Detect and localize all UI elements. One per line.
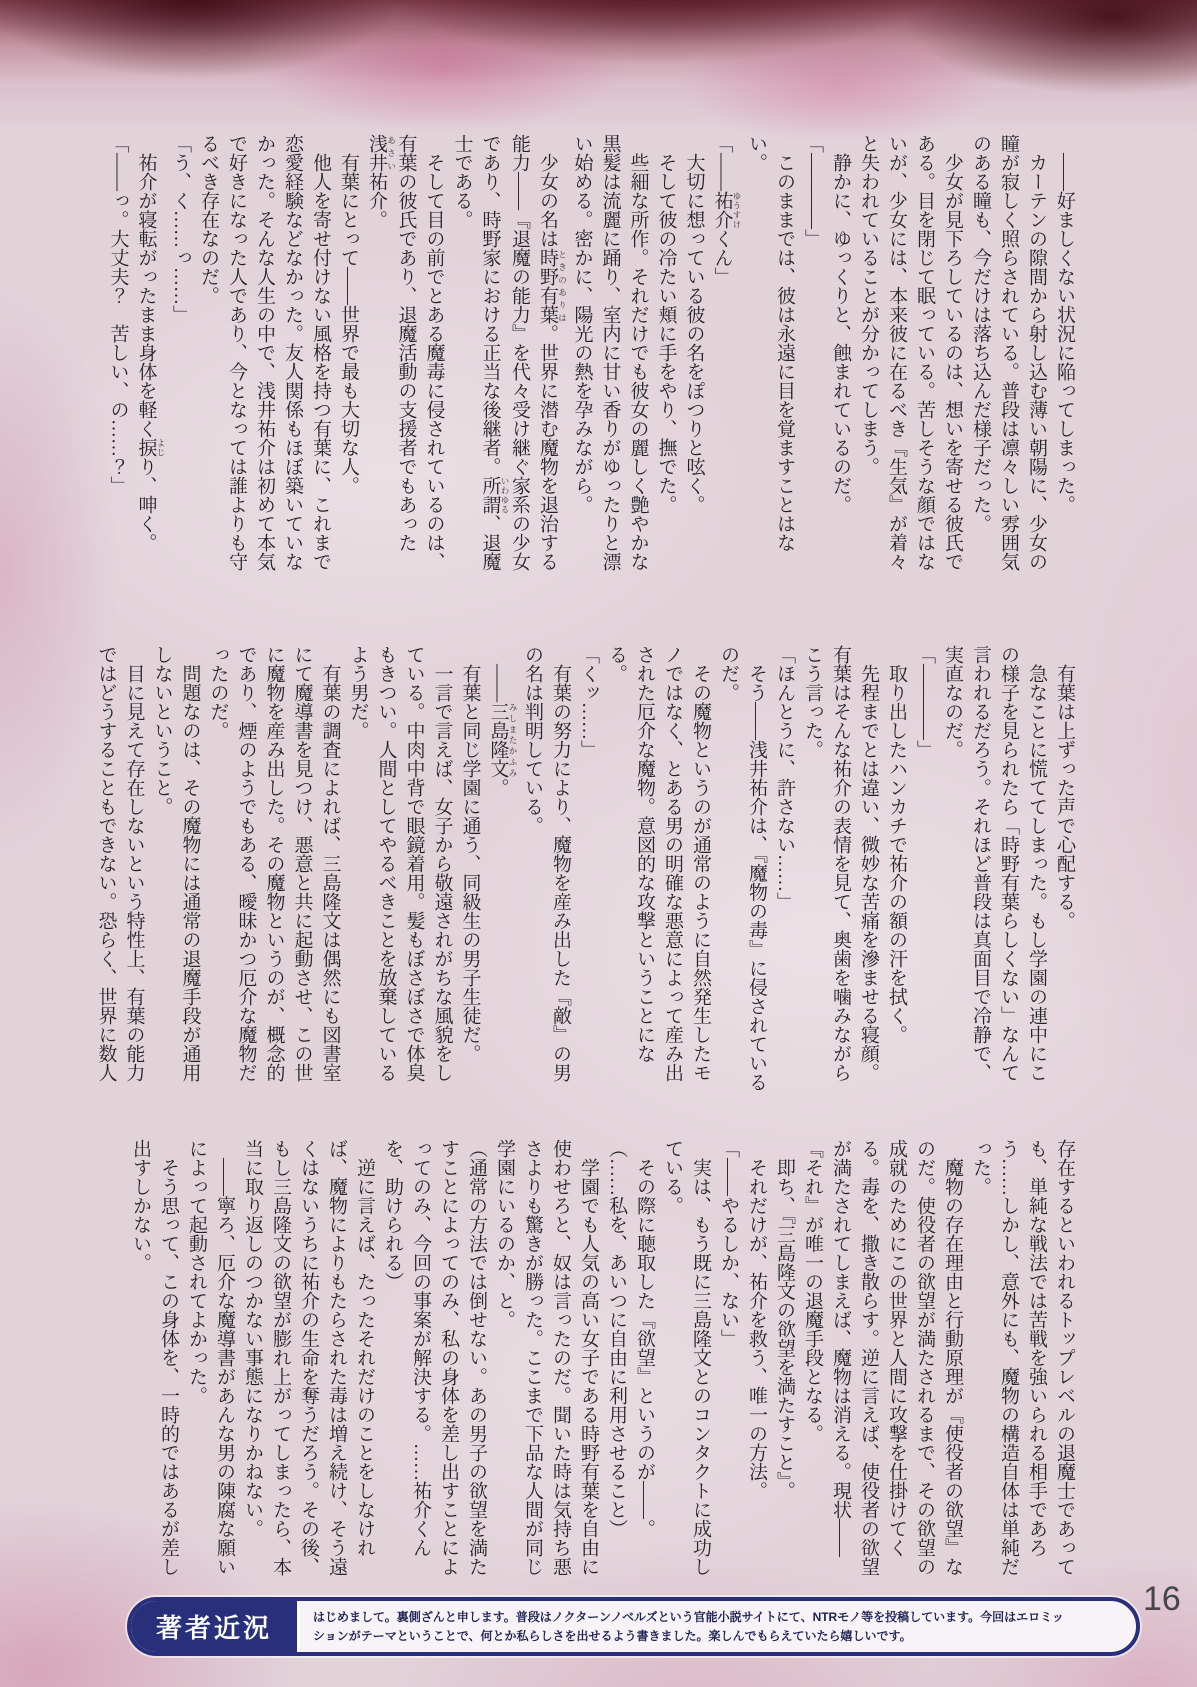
paragraph: 有葉の調査によれば、三島隆文は偶然にも図書室にて魔導書を見つけ、悪意と共に起動させ、この世に魔物を産み出した。その魔物というのが、概念的であり、煙のようでもある、曖昧かつ厄介な魔物だったのだ。 — [207, 645, 341, 1082]
paragraph: その際に聴取した『欲望』というのが――。 — [634, 1139, 655, 1538]
paragraph: 「――祐介 ゆうすけくん」 — [711, 134, 742, 286]
paragraph: そして目の前でとある魔毒に侵されているのは、有葉の彼氏であり、退魔活動の支援者でもあった浅井 あさい祐介。 — [366, 134, 445, 571]
paragraph: このままでは、彼は永遠に目を覚ますことはない。 — [746, 134, 795, 552]
paragraph: 「――っ。大丈夫？ 苦しい、の……？」 — [107, 134, 129, 495]
paragraph: 先程までとは違い、微妙な苦痛を滲ませる寝顔。有葉はそんな祐介の表情を見て、奥歯を噛みながらこう言った。 — [802, 645, 879, 1082]
paragraph: 静かに、ゆっくりと、蝕まれているのだ。 — [830, 134, 851, 514]
paragraph: 「――――」 — [802, 134, 823, 248]
author-note-label: 著者近況 — [131, 1601, 300, 1652]
paragraph: それだけが、祐介を救う、唯一の方法。 — [746, 1139, 767, 1500]
paragraph: 取り出したハンカチで祐介の額の汗を拭く。 — [886, 645, 907, 1044]
paragraph: 「――やるしか、ない」 — [718, 1139, 739, 1348]
paragraph: 有葉は上ずった声で心配する。 — [1054, 645, 1075, 930]
paragraph: 目に見えて存在しないという特性上、有葉の能力ではどうすることもできない。恐らく、世界に数人 — [95, 645, 145, 1082]
paragraph: 実は、もう既に三島隆文とのコンタクトに成功している。 — [662, 1139, 711, 1576]
paragraph: 少女が見下ろしているのは、想いを寄せる彼氏である。目を閉じて眠っている。苦しそうな顔ではないが、少女には、本来彼に在るべき『生気』が着々と失われていることが分かってしまう。 — [858, 134, 963, 571]
paragraph: そう思って、この身体を、一時的ではあるが差し出すしかない。 — [130, 1139, 179, 1576]
page-number: 16 — [1143, 1580, 1181, 1618]
paragraph: 些細な所作。それだけでも彼女の麗しく艶やかな黒髪は流麗に踊り、室内に甘い香りがゆったりと漂い始める。密かに、陽光の熱を孕みながら。 — [571, 134, 649, 571]
paragraph: ――三島隆文 みしまたかふみ。 — [487, 645, 518, 797]
paragraph: そう――浅井祐介は、『魔物の毒』に侵されているのだ。 — [718, 645, 767, 1092]
paragraph: 大切に想っている彼の名をぽつりと呟く。 — [683, 134, 705, 514]
author-note-line2: ションがテーマということで、何とか私らしさを出せるよう書きました。楽しんでもらえていたら嬉しいです。 — [313, 1628, 912, 1643]
paragraph: 有葉と同じ学園に通う、同級生の男子生徒だ。 — [459, 645, 481, 1063]
paragraph: カーテンの隙間から射し込む薄い朝陽に、少女の瞳が寂しく照らされている。普段は凛々しい雰囲気のある瞳も、今だけは落ち込んだ様子だった。 — [970, 134, 1047, 571]
paragraph: 他人を寄せ付けない風格を持つ有葉に、これまで恋愛経験などなかった。友人関係もほぼ築いていなかった。そんな人生の中で、浅井祐介は初めて本気で好きになった人であり、今となっては誰よりも守るべき存在なのだ。 — [198, 134, 331, 571]
paragraph: 存在するといわれるトップレベルの退魔士であっても、単純な戦法では苦戦を強いられる相手であろう……しかし、意外にも、魔物の構造自体は単純だった。 — [970, 1139, 1075, 1576]
paragraph: その魔物というのが通常のように自然発生したモノではなく、とある男の明確な悪意によって産み出された厄介な魔物。意図的な攻撃ということになる。 — [606, 645, 711, 1082]
paragraph: 魔物の存在理由と行動原理が『使役者の欲望』なのだ。使役者の欲望が満たされるまで、その欲望の成就のためにこの世界と人間に攻撃を仕掛けてくる。毒を、撒き散らす。逆に言えば、使役者の欲望が満たされてしまえば、魔物は消える。現状――『それ』が唯一の退魔手段となる。 — [802, 1139, 963, 1576]
paragraph: 有葉の努力により、魔物を産み出した『敵』の男の名は判明している。 — [522, 645, 571, 1082]
paragraph: 即ち、『三島隆文の欲望を満たすこと』。 — [774, 1139, 795, 1500]
paragraph: 「――――」 — [914, 645, 935, 759]
paragraph: 急なことに慌ててしまった。もし学園の連中にこの様子を見られたら「時野有葉らしくない」なんて言われるだろう。それほど普段は真面目で冷静で、実直なのだ。 — [942, 645, 1047, 1082]
paragraph: （通常の方法では倒せない。あの男子の欲望を満たすことによってのみ、私の身体を差し出すことによってのみ、今回の事案が解決する。……祐介くんを、助けられる） — [382, 1139, 487, 1576]
paragraph: 「くッ……」 — [578, 645, 599, 759]
paragraph: 祐介が寝転がったまま身体を軽く捩 よじり、呻く。 — [135, 134, 166, 552]
text-band-top — [104, 134, 1079, 589]
paragraph: ――寧ろ、厄介な魔導書があんな男の陳腐な願いによって起動されてよかった。 — [186, 1139, 235, 1576]
paragraph: ――好ましくない状況に陥ってしまった。 — [1054, 134, 1075, 514]
text-band-middle — [92, 645, 1079, 1100]
paragraph: 学園でも人気の高い女子である時野有葉を自由に使わせろと、奴は言ったのだ。聞いた時は気持ち悪さよりも驚きが勝った。ここまで下品な人間が同じ学園にいるのか、と。 — [494, 1139, 599, 1576]
paragraph: 一言で言えば、女子から敬遠されがちな風貌をしている。中肉中背で眼鏡着用。髪もぼさぼさで体臭もきつい。人間としてやるべきことを放棄しているよう男だ。 — [347, 645, 453, 1082]
paragraph: 問題なのは、その魔物には通常の退魔手段が通用しないということ。 — [151, 645, 201, 1082]
author-note-bar — [127, 1597, 1140, 1656]
paragraph: 「ほんとうに、許さない……」 — [774, 645, 795, 911]
author-note-line1: はじめまして。裏側ざんと申します。普段はノクターンノベルズという官能小説サイトにて、NTRモノ等を投稿しています。今回はエロミッ — [313, 1609, 1064, 1624]
paragraph: （……私を、あいつに自由に利用させること） — [606, 1139, 627, 1538]
paragraph: 「う、く……っ……」 — [170, 134, 191, 324]
text-band-bottom — [126, 1139, 1078, 1594]
paragraph: 逆に言えば、たったそれだけのことをしなければ、魔物によりもたらされた毒は増え続け、そう遠くはないうちに祐介の生命を奪うだろう。その後、もし三島隆文の欲望が膨れ上がってしまったら、本当に取り返しのつかない事態になりかねない。 — [242, 1139, 375, 1576]
author-note-text — [300, 1601, 1136, 1652]
paragraph: 少女の名は時野有葉 ときのありは。世界に潜む魔物を退治する能力――『退魔の能力』を代々受け継ぐ家系の少女であり、時野家における正当な後継者。所謂 いわゆる、退魔士である。 — [451, 134, 568, 571]
paragraph: そして彼の冷たい頬に手をやり、撫でた。 — [655, 134, 677, 514]
paragraph: 有葉にとって――世界で最も大切な人。 — [338, 134, 359, 495]
